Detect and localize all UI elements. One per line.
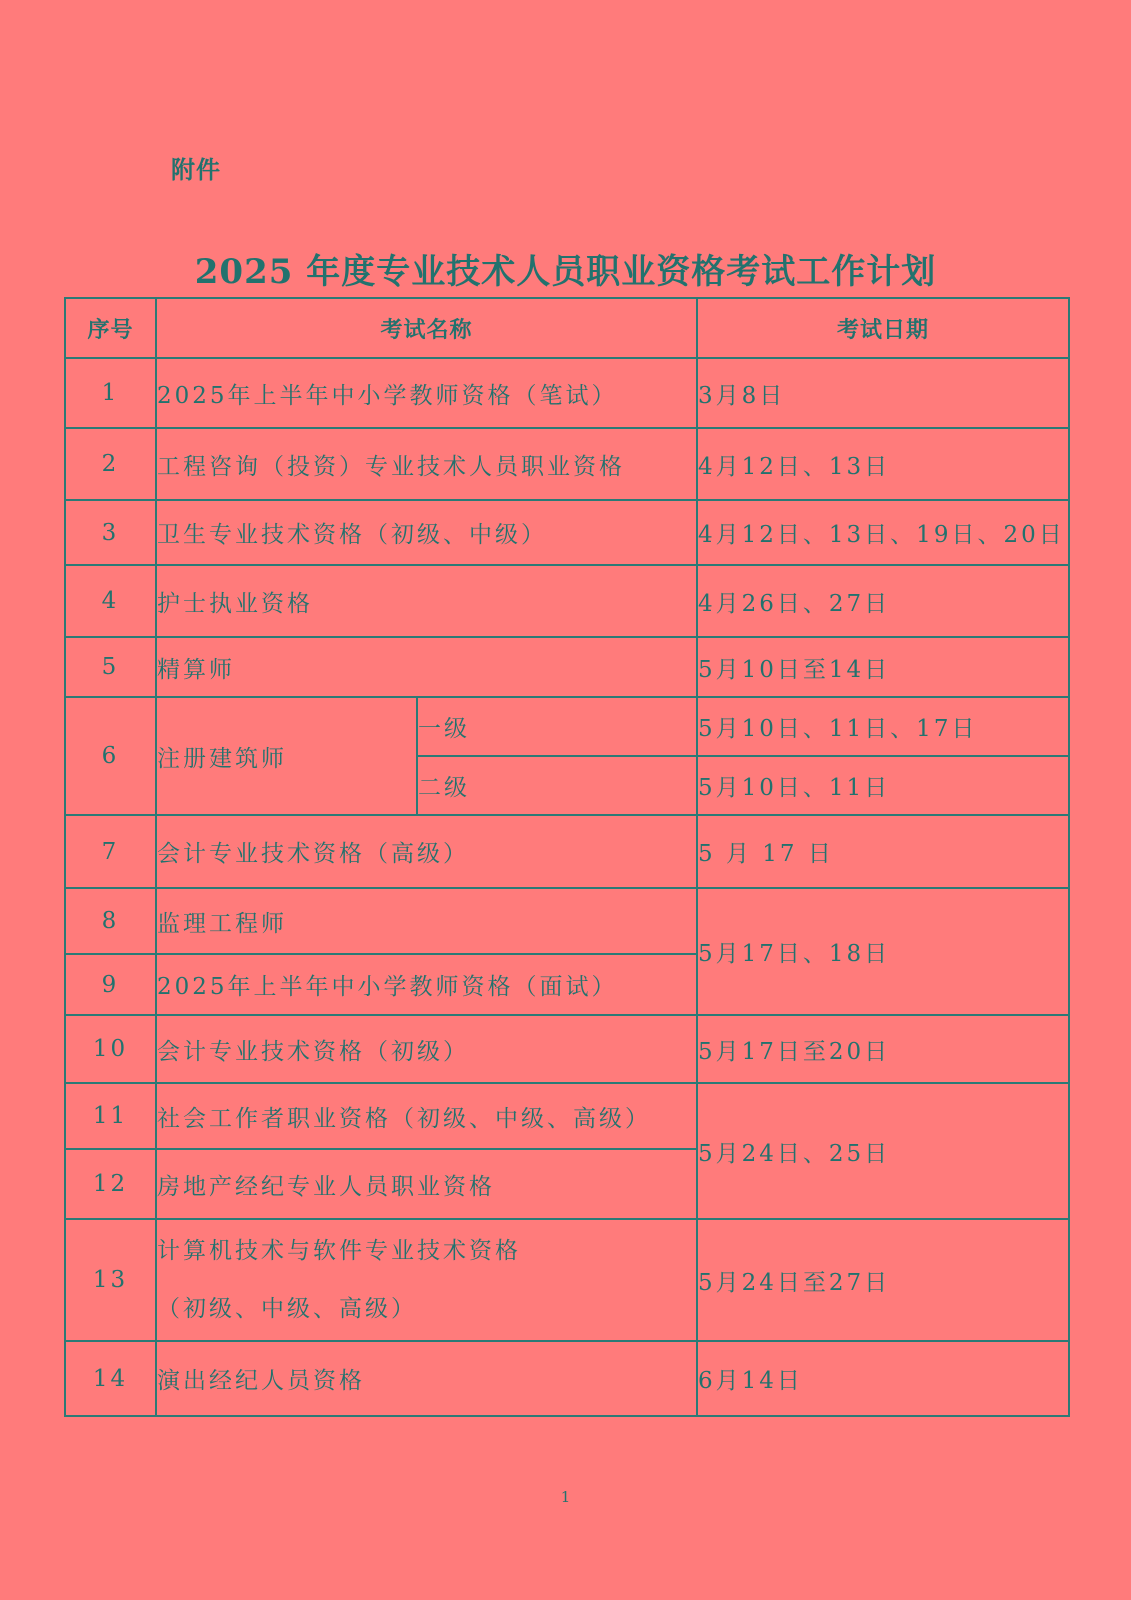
row-number: 7	[65, 815, 156, 888]
row-number: 11	[65, 1083, 156, 1149]
row-number: 10	[65, 1015, 156, 1083]
table-row	[65, 428, 1069, 500]
row-number: 9	[65, 954, 156, 1015]
row-number: 3	[65, 500, 156, 565]
exam-date: 4月26日、27日	[697, 565, 1069, 637]
exam-date: 5 月 17 日	[697, 815, 1069, 888]
table-header-row	[65, 298, 1069, 358]
exam-name: 演出经纪人员资格	[156, 1341, 697, 1416]
exam-date: 5月10日、11日	[697, 756, 1069, 815]
row-number: 1	[65, 358, 156, 428]
row-number: 8	[65, 888, 156, 954]
exam-name	[156, 1219, 697, 1341]
exam-name: 卫生专业技术资格（初级、中级）	[156, 500, 697, 565]
exam-name: 精算师	[156, 637, 697, 697]
row-number: 12	[65, 1149, 156, 1219]
exam-level: 一级	[417, 697, 697, 756]
column-header-exam-date: 考试日期	[697, 298, 1069, 358]
table-row	[65, 637, 1069, 697]
table-row	[65, 1015, 1069, 1083]
table-row	[65, 565, 1069, 637]
exam-name: 工程咨询（投资）专业技术人员职业资格	[156, 428, 697, 500]
row-number: 13	[65, 1219, 156, 1341]
attachment-label: 附件	[171, 156, 221, 184]
table-row	[65, 500, 1069, 565]
exam-date: 5月17日、18日	[697, 888, 1069, 1015]
table-row	[65, 1219, 1069, 1341]
exam-date: 4月12日、13日、19日、20日	[697, 500, 1069, 565]
column-header-exam-name: 考试名称	[156, 298, 697, 358]
exam-name-line: 计算机技术与软件专业技术资格	[157, 1238, 521, 1264]
table-row	[65, 888, 1069, 954]
exam-name: 房地产经纪专业人员职业资格	[156, 1149, 697, 1219]
exam-name: 会计专业技术资格（初级）	[156, 1015, 697, 1083]
exam-date: 5月24日、25日	[697, 1083, 1069, 1219]
table-row	[65, 697, 1069, 756]
exam-date: 5月24日至27日	[697, 1219, 1069, 1341]
row-number: 4	[65, 565, 156, 637]
column-header-number: 序号	[65, 298, 156, 358]
exam-name: 社会工作者职业资格（初级、中级、高级）	[156, 1083, 697, 1149]
exam-name-line: （初级、中级、高级）	[157, 1296, 417, 1322]
exam-level: 二级	[417, 756, 697, 815]
exam-name: 监理工程师	[156, 888, 697, 954]
exam-date: 6月14日	[697, 1341, 1069, 1416]
table-row	[65, 815, 1069, 888]
exam-date: 3月8日	[697, 358, 1069, 428]
page-number: 1	[560, 1488, 571, 1506]
exam-name: 2025年上半年中小学教师资格（面试）	[156, 954, 697, 1015]
exam-name: 注册建筑师	[156, 697, 417, 815]
exam-date: 5月10日至14日	[697, 637, 1069, 697]
exam-schedule-table	[64, 297, 1070, 1417]
table-row	[65, 1083, 1069, 1149]
exam-date: 5月10日、11日、17日	[697, 697, 1069, 756]
exam-name: 会计专业技术资格（高级）	[156, 815, 697, 888]
table-row	[65, 358, 1069, 428]
exam-name: 2025年上半年中小学教师资格（笔试）	[156, 358, 697, 428]
exam-date: 4月12日、13日	[697, 428, 1069, 500]
exam-name: 护士执业资格	[156, 565, 697, 637]
row-number: 2	[65, 428, 156, 500]
table-row	[65, 1341, 1069, 1416]
exam-date: 5月17日至20日	[697, 1015, 1069, 1083]
row-number: 6	[65, 697, 156, 815]
document-title: 2025 年度专业技术人员职业资格考试工作计划	[194, 252, 937, 292]
row-number: 14	[65, 1341, 156, 1416]
row-number: 5	[65, 637, 156, 697]
